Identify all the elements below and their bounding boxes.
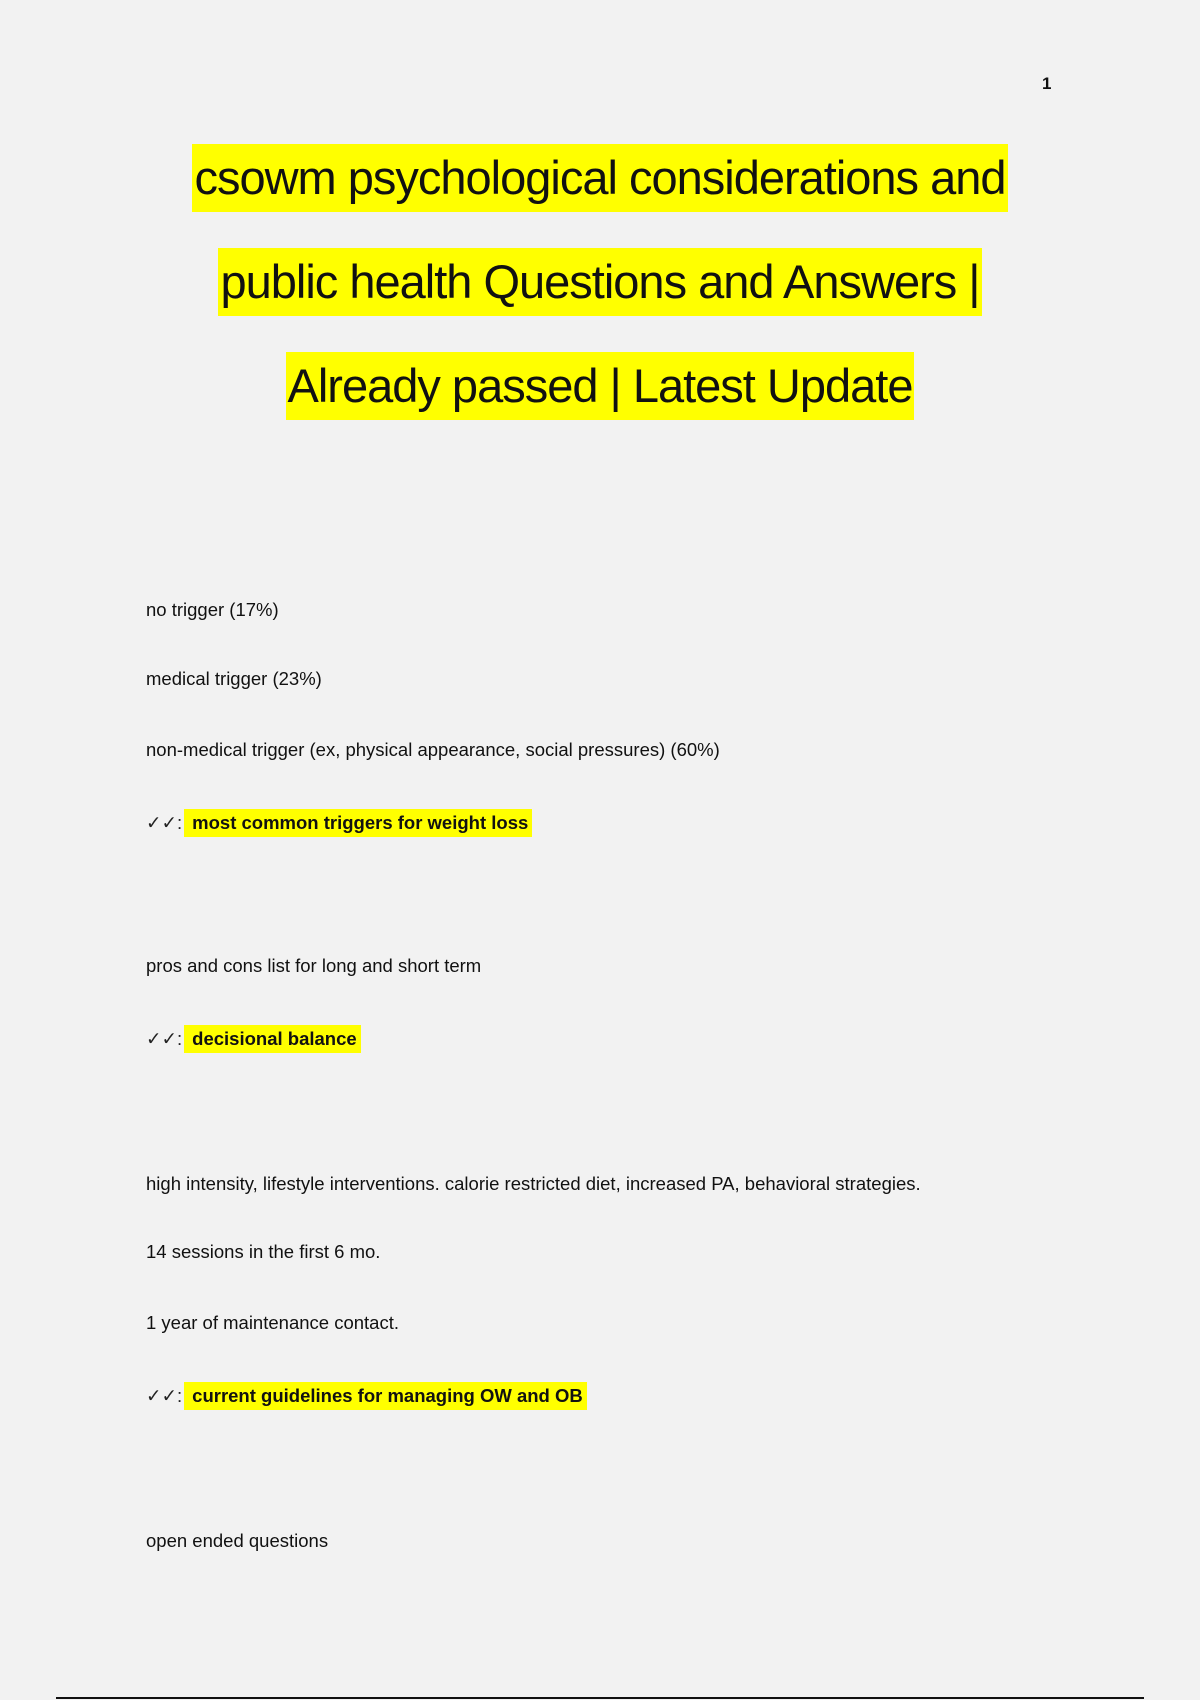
answer-text: most common triggers for weight loss <box>184 809 532 837</box>
page-number: 1 <box>1042 74 1052 93</box>
check-marks-icon: ✓✓: <box>146 812 183 833</box>
answer-row <box>146 812 532 834</box>
check-marks-icon: ✓✓: <box>146 1385 183 1406</box>
question-line: no trigger (17%) <box>146 599 279 620</box>
question-line: 1 year of maintenance contact. <box>146 1312 399 1333</box>
footer-divider <box>56 1697 1144 1699</box>
question-line: non-medical trigger (ex, physical appearance, social pressures) (60%) <box>146 739 720 760</box>
title-line-3: Already passed | Latest Update <box>286 352 915 420</box>
title-line-1: csowm psychological considerations and <box>192 144 1007 212</box>
document-title <box>0 144 1200 456</box>
question-line: 14 sessions in the first 6 mo. <box>146 1241 381 1262</box>
answer-row <box>146 1028 361 1050</box>
question-line: medical trigger (23%) <box>146 668 322 689</box>
answer-text: current guidelines for managing OW and OB <box>184 1382 587 1410</box>
question-line: high intensity, lifestyle interventions. calorie restricted diet, increased PA, behavioral strategies. <box>146 1173 921 1194</box>
title-line-2: public health Questions and Answers | <box>218 248 981 316</box>
answer-text: decisional balance <box>184 1025 361 1053</box>
question-line: pros and cons list for long and short term <box>146 955 482 976</box>
question-line: open ended questions <box>146 1530 329 1551</box>
check-marks-icon: ✓✓: <box>146 1028 183 1049</box>
answer-row <box>146 1385 587 1407</box>
